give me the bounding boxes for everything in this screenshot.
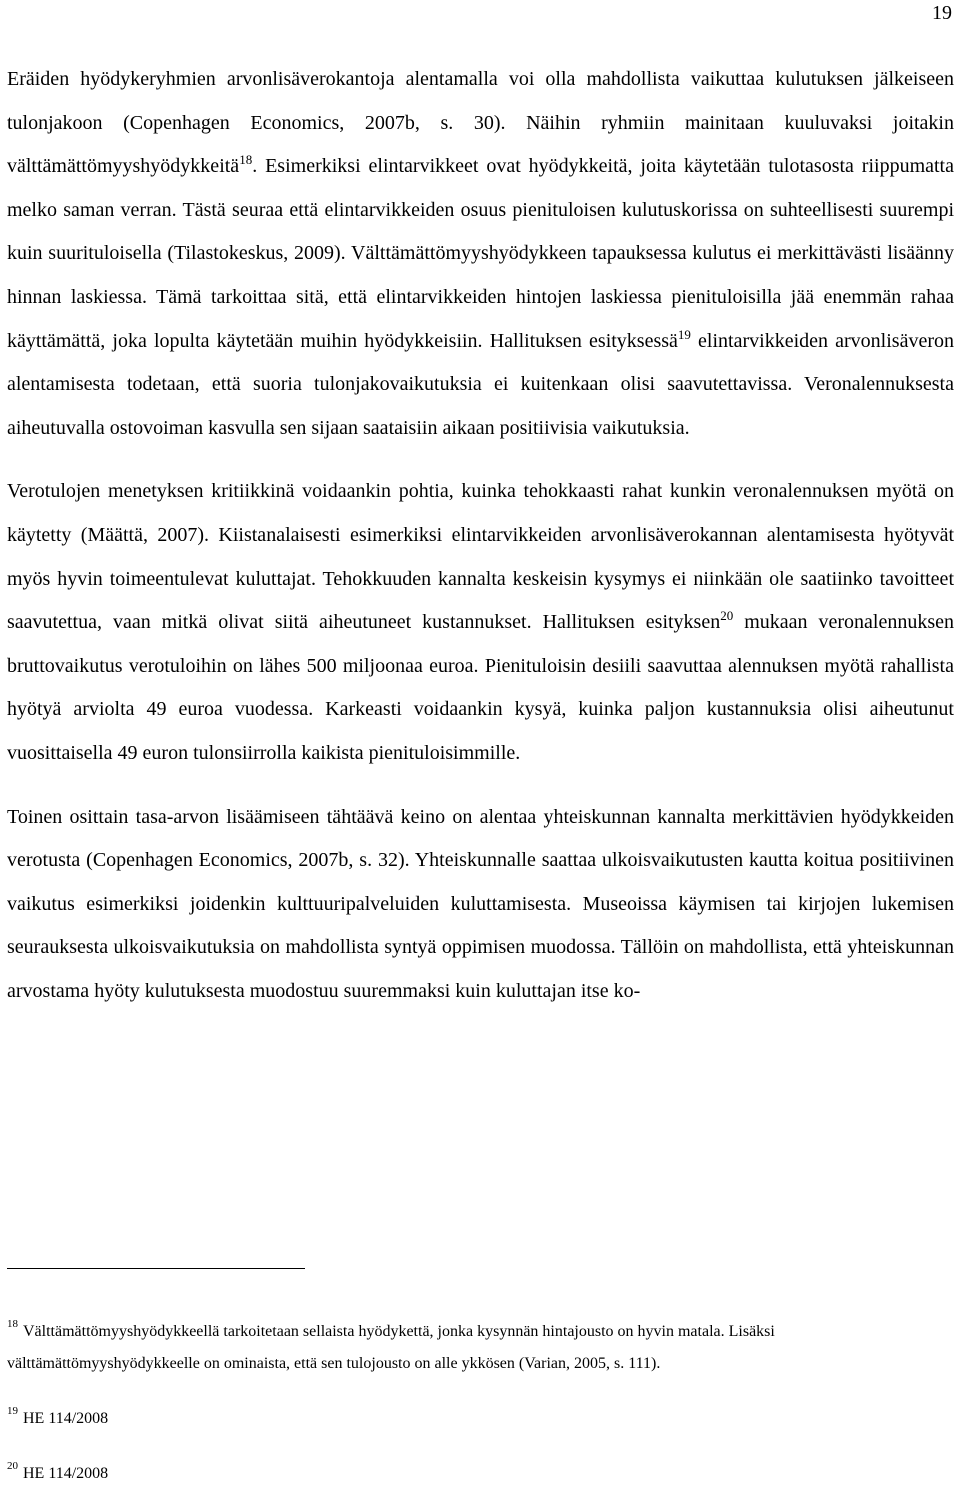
footnote-reference-20: 20 (720, 608, 734, 624)
footnotes (7, 1316, 954, 1490)
footnote-19 (7, 1403, 954, 1435)
paragraph-3 (7, 796, 954, 1014)
footnote-number: 19 (7, 1405, 18, 1417)
footnote-reference-18: 18 (239, 152, 253, 168)
paragraph-text: . Esimerkiksi elintarvikkeet ovat hyödykkeitä, joita käytetään tulotasosta riippumatta melko saman verran. Tästä seuraa että elintarvikkeiden osuus pienituloisen kulutuskorissa on suhteellisesti suurempi kuin suurituloisella (Tilastokeskus, 2009). Välttämättömyyshyödykkeen tapauksessa kulutus ei merkittävästi lisäänny hinnan laskiessa. Tämä tarkoittaa sitä, että elintarvikkeiden hintojen laskiessa pienituloisilla jää enemmän rahaa käyttämättä, joka lopulta käytetään muihin hyödykkeisiin. Hallituksen esityksessä (7, 155, 954, 352)
footnote-separator (7, 1268, 305, 1269)
footnote-number: 20 (7, 1460, 18, 1472)
footnote-reference-19: 19 (677, 326, 691, 342)
footnote-20 (7, 1458, 954, 1490)
paragraph-text: Eräiden hyödykeryhmien arvonlisäverokantoja alentamalla voi olla mahdollista vaikuttaa kulutuksen jälkeiseen tulonjakoon (Copenhagen Economics, 2007b, s. 30). Näihin ryhmiin mainitaan kuuluvaksi joitakin välttämättömyyshyödykkeitä (7, 68, 954, 178)
page-number: 19 (932, 2, 952, 24)
paragraph-text: mukaan veronalennuksen bruttovaikutus verotuloihin on lähes 500 miljoonaa euroa. Pienituloisin desiili saavuttaa alennuksen myötä rahallista hyötyä arviolta 49 euroa vuodessa. Karkeasti voidaankin kysyä, kuinka paljon kustannuksia olisi aiheutunut vuosittaisella 49 euron tulonsiirrolla kaikista pienituloisimmille. (7, 611, 954, 764)
paragraph-text: Verotulojen menetyksen kritiikkinä voidaankin pohtia, kuinka tehokkaasti rahat kunkin veronalennuksen myötä on käytetty (Määttä, 2007). Kiistanalaisesti esimerkiksi elintarvikkeiden arvonlisäverokannan alentamisesta hyötyvät myös hyvin toimeentulevat kuluttajat. Tehokkuuden kannalta keskeisin kysymys ei niinkään ole saatiinko tavoitteet saavutettua, vaan mitkä olivat siitä aiheutuneet kustannukset. Hallituksen esityksen (7, 480, 954, 634)
footnote-text: HE 114/2008 (23, 1410, 109, 1427)
footnote-18 (7, 1316, 954, 1380)
footnote-text: Välttämättömyyshyödykkeellä tarkoitetaan sellaista hyödykettä, jonka kysynnän hintajousto on hyvin matala. Lisäksi välttämättömyyshyödykkeelle on ominaista, että sen tulojousto on alle ykkösen (Varian, 2005, s. 111). (7, 1323, 775, 1372)
paragraph-text: Toinen osittain tasa-arvon lisäämiseen tähtäävä keino on alentaa yhteiskunnan kannalta merkittävien hyödykkeiden verotusta (Copenhagen Economics, 2007b, s. 32). Yhteiskunnalle saattaa ulkoisvaikutusten kautta koitua positiivinen vaikutus esimerkiksi joidenkin kulttuuripalveluiden kuluttamisesta. Museoissa käymisen tai kirjojen lukemisen seurauksesta ulkoisvaikutuksia on mahdollista syntyä oppimisen muodossa. Tällöin on mahdollista, että yhteiskunnan arvostama hyöty kulutuksesta muodostuu suuremmaksi kuin kuluttajan itse ko- (7, 805, 954, 1002)
footnote-text: HE 114/2008 (23, 1465, 109, 1482)
body-text (7, 58, 954, 1013)
paragraph-2 (7, 470, 954, 775)
paragraph-text: elintarvikkeiden arvonlisäveron alentamisesta todetaan, että suoria tulonjakovaikutuksia ei kuitenkaan olisi saavutettavissa. Veronalennuksesta aiheutuvalla ostovoiman kasvulla sen sijaan saataisiin aikaan positiivisia vaikutuksia. (7, 329, 954, 439)
footnote-number: 18 (7, 1318, 18, 1330)
paragraph-1 (7, 58, 954, 450)
